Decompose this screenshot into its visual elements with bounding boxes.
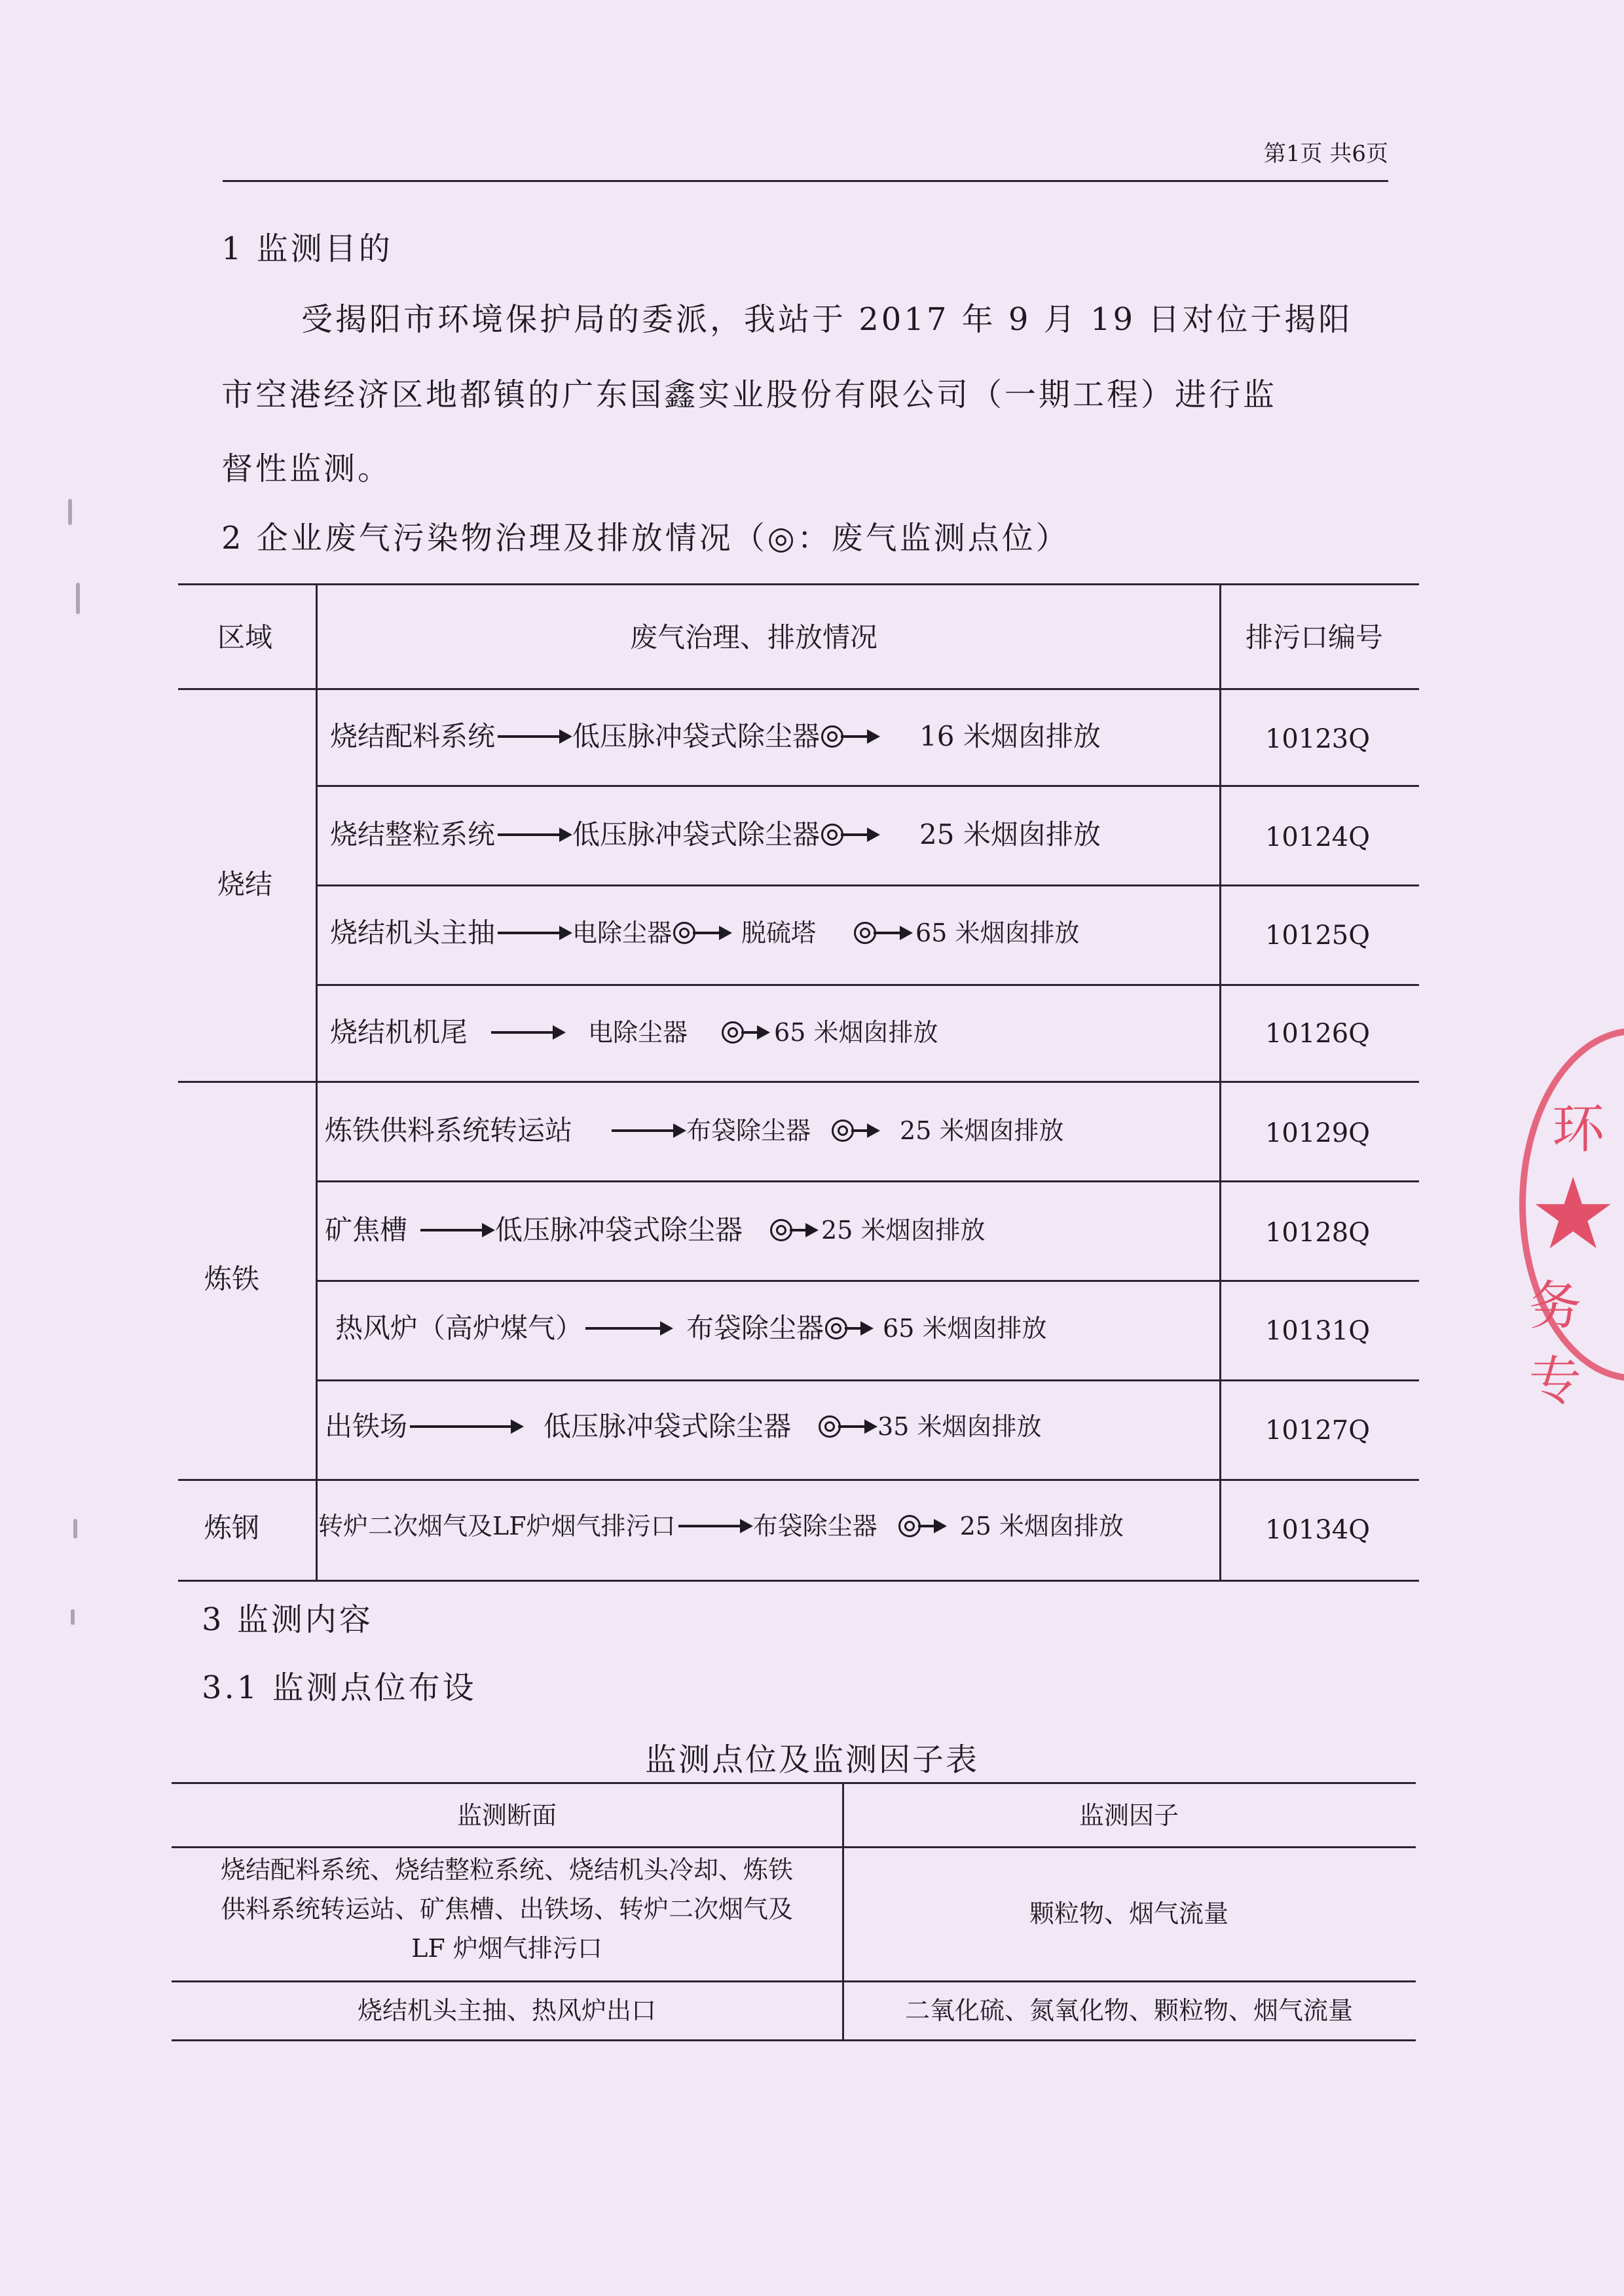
table-divider xyxy=(178,688,1419,690)
outlet-code: 10127Q xyxy=(1264,1415,1371,1446)
treatment-label: 布袋除尘器 xyxy=(686,1116,811,1145)
table-divider xyxy=(178,1081,1419,1083)
table-row xyxy=(330,1016,938,1049)
source-label: 转炉二次烟气及LF炉烟气排污口 xyxy=(318,1512,676,1540)
region-steelmaking: 炼钢 xyxy=(204,1512,260,1544)
source-label: 烧结机机尾 xyxy=(330,1016,468,1048)
outlet-code: 10123Q xyxy=(1264,724,1371,754)
stack-label: 16 米烟囱排放 xyxy=(919,720,1101,752)
arrow-icon xyxy=(498,932,570,934)
factor-value: 二氧化硫、氮氧化物、颗粒物、烟气流量 xyxy=(904,1996,1353,2025)
stack-label: 25 米烟囱排放 xyxy=(959,1512,1124,1540)
table-row xyxy=(330,917,1079,949)
table-divider xyxy=(316,1180,1419,1182)
scan-mark xyxy=(73,1519,77,1539)
arrow-icon xyxy=(498,735,570,738)
monitoring-point-icon xyxy=(720,1021,770,1044)
page-header xyxy=(223,141,1388,182)
scan-mark xyxy=(68,499,72,525)
seal-star-icon: ★ xyxy=(1529,1157,1617,1271)
monitoring-point-icon xyxy=(817,1415,877,1438)
outlet-code: 10126Q xyxy=(1264,1019,1371,1049)
table-row xyxy=(325,1114,1063,1147)
table-row xyxy=(330,818,1101,851)
stack-label: 25 米烟囱排放 xyxy=(900,1116,1064,1145)
paragraph-line: 督性监测。 xyxy=(221,450,392,487)
treatment-label: 低压脉冲袋式除尘器 xyxy=(495,1214,743,1246)
outlet-code: 10134Q xyxy=(1264,1515,1371,1545)
region-ironmaking: 炼铁 xyxy=(204,1263,260,1295)
monitoring-point-icon xyxy=(672,922,732,944)
monitoring-point-icon xyxy=(769,1219,819,1241)
emission-table xyxy=(178,583,1419,1582)
source-label: 烧结整粒系统 xyxy=(330,818,496,850)
header-treatment: 废气治理、排放情况 xyxy=(630,621,878,653)
table-divider xyxy=(172,1846,1416,1848)
section-line: 供料系统转运站、矿焦槽、出铁场、转炉二次烟气及 xyxy=(220,1895,793,1923)
treatment-label: 电除尘器 xyxy=(572,919,673,947)
monitoring-point-icon xyxy=(853,922,913,944)
monitoring-point-icon xyxy=(897,1515,947,1537)
stack-label: 65 米烟囱排放 xyxy=(774,1018,938,1047)
table-divider xyxy=(178,1479,1419,1481)
outlet-code: 10129Q xyxy=(1264,1118,1371,1148)
source-label: 矿焦槽 xyxy=(325,1214,408,1246)
extra-treatment-label: 脱硫塔 xyxy=(741,919,817,947)
factor-table-caption: 监测点位及监测因子表 xyxy=(644,1741,979,1778)
stack-label: 35 米烟囱排放 xyxy=(877,1412,1042,1441)
arrow-icon xyxy=(491,1031,563,1034)
paragraph-line: 受揭阳市环境保护局的委派，我站于 2017 年 9 月 19 日对位于揭阳 xyxy=(301,301,1353,338)
source-label: 热风炉（高炉煤气） xyxy=(335,1312,583,1344)
stack-label: 25 米烟囱排放 xyxy=(919,818,1101,850)
table-divider xyxy=(316,1379,1419,1381)
section-line: 烧结配料系统、烧结整粒系统、烧结机头冷却、炼铁 xyxy=(220,1855,793,1884)
outlet-code: 10124Q xyxy=(1264,822,1371,852)
header-factor: 监测因子 xyxy=(1079,1801,1179,1830)
header-section: 监测断面 xyxy=(456,1801,557,1830)
arrow-icon xyxy=(678,1525,750,1527)
header-region: 区域 xyxy=(217,621,273,653)
stack-label: 65 米烟囱排放 xyxy=(915,919,1080,947)
treatment-label: 低压脉冲袋式除尘器 xyxy=(544,1410,792,1442)
table-divider xyxy=(316,984,1419,986)
factor-value: 颗粒物、烟气流量 xyxy=(1029,1899,1228,1928)
section-line: 烧结机头主抽、热风炉出口 xyxy=(357,1996,656,2025)
factor-table xyxy=(172,1782,1416,2041)
section1-title: 1 监测目的 xyxy=(221,230,393,267)
arrow-icon xyxy=(410,1425,521,1428)
seal-text-top: 环 xyxy=(1552,1099,1604,1159)
treatment-label: 电除尘器 xyxy=(588,1018,688,1047)
section3-subtitle: 3.1 监测点位布设 xyxy=(202,1669,477,1706)
outlet-code: 10128Q xyxy=(1264,1218,1371,1248)
treatment-label: 布袋除尘器 xyxy=(752,1512,877,1540)
stack-label: 65 米烟囱排放 xyxy=(883,1314,1047,1343)
header-outlet: 排污口编号 xyxy=(1246,621,1384,653)
section-line: LF 炉烟气排污口 xyxy=(411,1934,602,1963)
scan-mark xyxy=(76,583,80,614)
monitoring-point-icon xyxy=(824,1317,874,1339)
outlet-code: 10131Q xyxy=(1264,1316,1371,1346)
seal-text-bottom: 务专 xyxy=(1529,1275,1581,1412)
monitoring-point-icon xyxy=(830,1120,880,1142)
table-row xyxy=(330,720,1101,753)
table-row xyxy=(335,1312,1046,1345)
table-divider xyxy=(172,1980,1416,1982)
monitoring-point-icon xyxy=(820,824,880,846)
stack-label: 25 米烟囱排放 xyxy=(821,1216,986,1245)
treatment-label: 低压脉冲袋式除尘器 xyxy=(572,720,821,752)
page-number: 第1页 共6页 xyxy=(1263,141,1388,167)
source-label: 烧结机头主抽 xyxy=(330,917,496,949)
source-label: 出铁场 xyxy=(325,1410,408,1442)
region-sintering: 烧结 xyxy=(217,868,273,900)
arrow-icon xyxy=(498,833,570,836)
arrow-icon xyxy=(612,1129,684,1132)
section2-title: 2 企业废气污染物治理及排放情况（◎：废气监测点位） xyxy=(221,520,1070,556)
table-divider xyxy=(316,884,1419,886)
table-divider xyxy=(316,785,1419,787)
section3-title: 3 监测内容 xyxy=(202,1601,373,1638)
table-row xyxy=(318,1510,1124,1542)
table-row xyxy=(325,1410,1041,1443)
source-label: 烧结配料系统 xyxy=(330,720,496,752)
arrow-icon xyxy=(585,1327,671,1330)
source-label: 炼铁供料系统转运站 xyxy=(325,1114,573,1146)
monitoring-point-icon xyxy=(820,725,880,748)
scan-mark xyxy=(71,1609,75,1625)
treatment-label: 低压脉冲袋式除尘器 xyxy=(572,818,821,850)
table-row xyxy=(325,1214,985,1247)
outlet-code: 10125Q xyxy=(1264,920,1371,951)
paragraph-line: 市空港经济区地都镇的广东国鑫实业股份有限公司（一期工程）进行监 xyxy=(221,376,1278,413)
treatment-label: 布袋除尘器 xyxy=(686,1312,824,1344)
arrow-icon xyxy=(420,1229,492,1231)
table-divider xyxy=(316,1280,1419,1282)
